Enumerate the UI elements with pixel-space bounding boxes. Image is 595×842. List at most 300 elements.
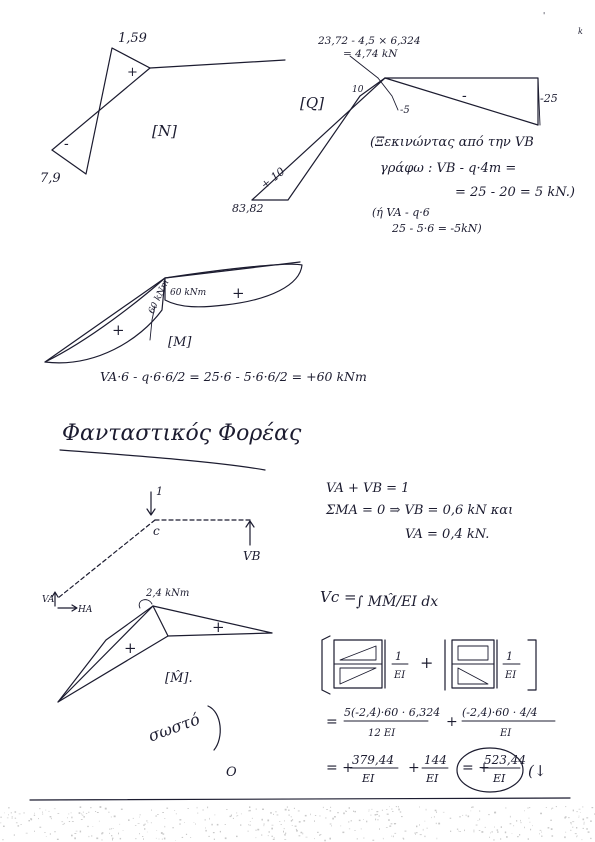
scan-grain (225, 824, 226, 825)
scan-grain (528, 838, 529, 840)
scan-grain (61, 821, 63, 822)
scan-grain (581, 839, 582, 840)
scan-grain (100, 806, 102, 808)
q-diagram (232, 35, 575, 235)
scan-grain (81, 819, 83, 820)
scan-grain (176, 813, 177, 814)
scan-grain (501, 826, 502, 828)
scan-grain (343, 813, 345, 815)
scan-grain (147, 832, 148, 833)
n-sign-upper: + (127, 65, 138, 80)
scan-grain (500, 838, 501, 839)
q-note-line2: γράφω : VB - q·4m = (380, 161, 517, 176)
scan-grain (414, 833, 416, 834)
svg-text:EI: EI (426, 772, 439, 785)
heading-underline (60, 450, 265, 470)
scan-grain (450, 831, 451, 832)
scan-grain (310, 814, 311, 816)
scan-grain (20, 824, 22, 825)
scan-grain (490, 832, 491, 833)
term1-den: 12 EI (368, 728, 396, 739)
eq-moment: ΣMA = 0 ⇒ VB = 0,6 kN και (326, 503, 514, 518)
scan-grain (416, 826, 417, 828)
horizontal-reaction-label: HA (78, 605, 93, 615)
scan-grain (423, 829, 424, 831)
scan-grain (568, 817, 569, 818)
scan-noise (0, 806, 595, 841)
scan-grain (520, 822, 521, 823)
scan-grain (112, 838, 114, 839)
scan-grain (565, 806, 566, 807)
scan-grain (506, 807, 507, 809)
scan-grain (296, 830, 298, 832)
scan-grain (398, 806, 399, 807)
scan-grain (275, 811, 276, 812)
vc-rhs: ∫ MM̂/EI dx (356, 594, 439, 610)
q-note-line5: 25 - 5·6 = -5kN) (392, 222, 482, 235)
scan-grain (319, 835, 320, 836)
scan-grain (326, 817, 327, 819)
scan-grain (541, 832, 542, 833)
scan-grain (163, 833, 165, 834)
mhat-value: 2,4 kNm (146, 588, 190, 599)
scan-grain (4, 813, 5, 814)
scan-grain (133, 818, 134, 819)
scan-grain (517, 836, 519, 837)
scan-grain (394, 833, 396, 834)
scan-grain (388, 819, 390, 821)
scan-grain (450, 818, 452, 819)
scan-grain (67, 817, 68, 818)
scan-grain (459, 816, 460, 817)
scan-grain (109, 828, 110, 830)
scan-grain (179, 824, 181, 825)
scan-grain (330, 824, 332, 825)
q-note-line4: (ή VA - q·6 (372, 206, 430, 219)
scan-grain (379, 815, 380, 816)
scan-grain (376, 814, 378, 815)
scan-grain (548, 827, 550, 828)
scan-grain (540, 813, 542, 815)
scan-grain (161, 832, 163, 834)
virtual-column (58, 520, 155, 598)
scan-grain (151, 809, 152, 811)
result-total: 523,44 (484, 753, 526, 767)
scan-grain (71, 813, 72, 814)
scan-grain (565, 832, 566, 833)
scan-grain (287, 806, 288, 808)
svg-text:+: + (446, 714, 458, 730)
scan-grain (337, 812, 339, 813)
scan-grain (375, 819, 376, 821)
scan-grain (250, 821, 251, 822)
scan-grain (50, 833, 51, 834)
scan-grain (416, 832, 417, 833)
scan-grain (38, 818, 39, 819)
scan-grain (207, 807, 208, 809)
scan-grain (111, 816, 112, 817)
scan-grain (497, 829, 499, 830)
scan-grain (30, 818, 31, 820)
scan-grain (74, 837, 76, 839)
n-diagram-label: [N] (152, 122, 177, 140)
scan-grain (143, 838, 144, 840)
scan-grain (443, 812, 445, 813)
scan-grain (481, 831, 483, 833)
svg-text:EI: EI (394, 670, 406, 681)
scan-grain (268, 835, 269, 836)
scan-grain (51, 818, 52, 819)
scan-grain (217, 824, 219, 826)
scan-grain (0, 823, 1, 824)
scan-grain (292, 825, 293, 826)
scan-grain (236, 836, 238, 837)
term2-num: (-2,4)·60 · 4/4 (462, 706, 538, 719)
scan-grain (392, 811, 394, 812)
scan-grain (583, 824, 584, 825)
scan-grain (479, 830, 481, 831)
scan-grain (111, 828, 112, 829)
scan-grain (588, 831, 590, 832)
scan-grain (556, 806, 557, 807)
scan-grain (209, 818, 210, 820)
scan-grain (476, 825, 478, 826)
scan-grain (284, 828, 285, 829)
scan-grain (396, 806, 397, 807)
scan-grain (512, 833, 513, 834)
scan-grain (256, 837, 257, 838)
scan-grain (586, 817, 588, 818)
scan-grain (529, 822, 530, 823)
scan-grain (371, 809, 372, 810)
scan-grain (80, 806, 82, 808)
scan-grain (220, 831, 221, 833)
svg-text:+: + (420, 653, 434, 672)
scan-grain (11, 812, 12, 813)
scan-grain (120, 838, 121, 840)
scan-grain (564, 836, 566, 838)
scan-grain (81, 814, 82, 815)
scan-grain (576, 827, 577, 829)
scan-grain (326, 809, 328, 810)
scan-grain (164, 838, 166, 840)
scan-grain (211, 824, 212, 826)
scan-grain (284, 820, 285, 822)
scan-grain (105, 808, 107, 810)
mhat-diagram-label: [M̂]. (165, 671, 193, 686)
scan-grain (541, 836, 542, 837)
scan-grain (459, 831, 461, 832)
scan-grain (457, 829, 458, 830)
scan-grain (435, 810, 437, 812)
scan-grain (361, 828, 362, 829)
scan-grain (240, 824, 241, 826)
scan-grain (301, 832, 302, 833)
scan-grain (285, 809, 287, 811)
integral-computation (320, 588, 555, 792)
m-sign-left: + (112, 321, 125, 339)
scan-grain (299, 821, 301, 823)
scan-grain (34, 815, 35, 816)
scan-grain (395, 823, 397, 824)
svg-text:+: + (408, 760, 420, 776)
q-calc-line1: 23,72 - 4,5 × 6,324 (318, 35, 421, 47)
scan-grain (248, 824, 249, 825)
scan-grain (175, 840, 176, 841)
scan-grain (334, 816, 336, 818)
scan-grain (579, 809, 581, 810)
scan-grain (164, 818, 165, 819)
scan-grain (359, 820, 361, 821)
support-a-label: VA (42, 595, 55, 605)
virtual-structure (42, 481, 513, 615)
margin-note-text: σωστό (145, 709, 203, 746)
scan-grain (197, 813, 198, 814)
scan-grain (291, 820, 292, 822)
scan-grain (550, 820, 552, 821)
scan-grain (23, 813, 25, 814)
margin-note (146, 706, 237, 780)
scan-grain (143, 825, 145, 826)
scan-grain (462, 815, 463, 816)
scan-grain (15, 811, 17, 812)
n-diagram (40, 31, 285, 186)
scan-grain (349, 821, 350, 823)
scan-grain (298, 811, 300, 812)
scan-grain (264, 825, 265, 827)
svg-text:=: = (326, 714, 338, 730)
scan-grain (494, 826, 495, 827)
scan-grain (573, 810, 574, 812)
scan-grain (261, 835, 262, 836)
scan-grain (79, 812, 81, 814)
scan-grain (324, 840, 326, 842)
scan-grain (479, 818, 480, 820)
scan-grain (319, 816, 320, 817)
scan-grain (16, 822, 18, 823)
scan-grain (166, 808, 168, 809)
scan-grain (252, 818, 253, 819)
scan-grain (375, 814, 377, 815)
scan-grain (583, 806, 584, 807)
scan-grain (364, 837, 365, 838)
svg-text:EI: EI (493, 772, 506, 785)
scan-grain (256, 808, 257, 810)
scan-grain (68, 814, 69, 815)
scan-grain (492, 831, 493, 832)
m-equation: VA·6 - q·6·6/2 = 25·6 - 5·6·6/2 = +60 kNm (100, 369, 367, 384)
scan-grain (74, 833, 76, 834)
scan-grain (50, 816, 52, 817)
scan-grain (26, 833, 28, 834)
scan-grain (510, 823, 512, 824)
scan-grain (86, 813, 87, 814)
scan-grain (415, 834, 416, 835)
scan-grain (270, 812, 272, 813)
scan-grain (7, 818, 9, 819)
scan-grain (474, 830, 475, 832)
scan-grain (140, 814, 141, 815)
scan-grain (419, 824, 420, 826)
scan-grain (530, 829, 531, 831)
result-term2: 144 (424, 753, 447, 767)
q-value-mid: 10 (352, 85, 364, 95)
m-value-left: 60 kNm (147, 278, 172, 316)
scan-grain (479, 811, 480, 812)
scan-grain (405, 831, 407, 832)
q-diagram-label: [Q] (300, 94, 325, 112)
m-diagram (45, 262, 367, 384)
scan-grain (119, 824, 120, 825)
scan-grain (377, 820, 379, 821)
scan-grain (524, 827, 525, 829)
scan-grain (289, 815, 290, 816)
scan-grain (213, 832, 215, 833)
scan-grain (590, 838, 591, 839)
q-value-slope: + 10 (258, 164, 288, 192)
scan-grain (279, 821, 280, 822)
q-value-right: -25 (540, 92, 558, 105)
scan-grain (248, 831, 249, 832)
scan-grain (274, 838, 276, 839)
scan-grain (62, 824, 64, 825)
scan-grain (148, 822, 149, 823)
scan-grain (205, 827, 206, 828)
scan-grain (330, 807, 331, 808)
scan-grain (146, 820, 147, 821)
scan-grain (520, 820, 521, 822)
unit-load-label: 1 (156, 485, 163, 498)
scan-grain (345, 811, 346, 812)
scan-grain (28, 820, 30, 821)
scan-grain (576, 811, 577, 812)
scan-grain (579, 817, 580, 818)
scan-grain (121, 809, 123, 810)
scan-grain (489, 837, 490, 838)
scan-grain (8, 807, 9, 809)
scan-grain (281, 824, 283, 825)
svg-text:EI: EI (362, 772, 375, 785)
scan-grain (45, 810, 46, 811)
scan-grain (592, 807, 594, 808)
scan-grain (458, 831, 459, 832)
q-value-minus5: -5 (400, 105, 410, 116)
scan-grain (302, 833, 303, 835)
scan-grain (46, 836, 47, 837)
scan-grain (468, 816, 470, 818)
scan-grain (497, 831, 499, 832)
scan-grain (58, 813, 60, 814)
scan-grain (329, 838, 331, 840)
scan-grain (315, 815, 316, 816)
scan-grain (488, 814, 490, 815)
scan-grain (83, 812, 84, 813)
mhat-sign-right: + (212, 618, 225, 636)
margin-circle: O (226, 765, 237, 780)
scan-grain (529, 807, 530, 808)
scan-grain (272, 825, 274, 826)
scan-grain (144, 824, 145, 825)
scan-grain (195, 823, 196, 824)
scan-grain (470, 811, 471, 812)
scan-grain (532, 825, 533, 826)
scan-grain (273, 814, 274, 815)
scan-grain (39, 808, 40, 809)
scan-grain (341, 825, 342, 826)
scan-grain (386, 827, 388, 828)
scan-grain (431, 817, 432, 818)
scan-grain (64, 823, 65, 824)
scan-grain (434, 816, 435, 817)
scan-grain (12, 818, 13, 819)
n-value-top: 1,59 (118, 31, 147, 46)
scan-grain (257, 829, 259, 831)
scan-grain (400, 811, 401, 812)
scan-grain (162, 812, 164, 813)
scan-grain (387, 814, 389, 815)
scan-grain (391, 823, 393, 824)
scan-grain (39, 827, 41, 828)
q-note-line3: = 25 - 20 = 5 kN.) (455, 185, 575, 200)
scan-grain (317, 832, 319, 833)
scan-grain (144, 828, 145, 830)
scan-grain (464, 830, 465, 832)
scan-grain (292, 819, 293, 820)
scan-grain (277, 815, 279, 816)
scan-grain (91, 835, 92, 836)
scan-grain (564, 817, 566, 818)
scan-grain (139, 817, 140, 818)
scan-grain (42, 812, 43, 813)
scan-grain (551, 828, 553, 830)
scan-grain (420, 834, 422, 835)
scan-grain (42, 814, 43, 815)
scan-grain (54, 809, 56, 810)
scan-grain (369, 809, 370, 810)
scan-grain (303, 820, 305, 822)
scan-grain (436, 811, 437, 813)
scan-grain (284, 834, 285, 836)
scan-grain (249, 810, 250, 811)
scan-grain (590, 821, 592, 822)
scan-grain (505, 832, 506, 834)
scan-grain (438, 823, 440, 825)
scan-grain (76, 831, 78, 832)
scan-grain (159, 839, 160, 840)
scan-grain (182, 837, 183, 838)
scan-grain (436, 823, 437, 824)
scan-grain (187, 808, 189, 809)
scan-grain (2, 839, 4, 840)
scan-grain (366, 821, 367, 823)
scan-grain (109, 833, 110, 834)
mhat-sign-left: + (124, 639, 137, 657)
scan-grain (314, 820, 315, 822)
scan-grain (332, 818, 334, 820)
scan-grain (138, 823, 140, 824)
scan-grain (80, 831, 81, 833)
scan-grain (262, 809, 264, 810)
scan-grain (233, 818, 234, 819)
n-beam-line (150, 60, 285, 68)
scan-grain (472, 807, 474, 808)
scan-grain (524, 810, 525, 811)
result-direction: (↓ (528, 762, 547, 780)
n-sign-lower: - (64, 136, 69, 152)
scan-grain (88, 812, 89, 813)
scan-grain (12, 817, 14, 818)
scan-grain (291, 816, 292, 817)
